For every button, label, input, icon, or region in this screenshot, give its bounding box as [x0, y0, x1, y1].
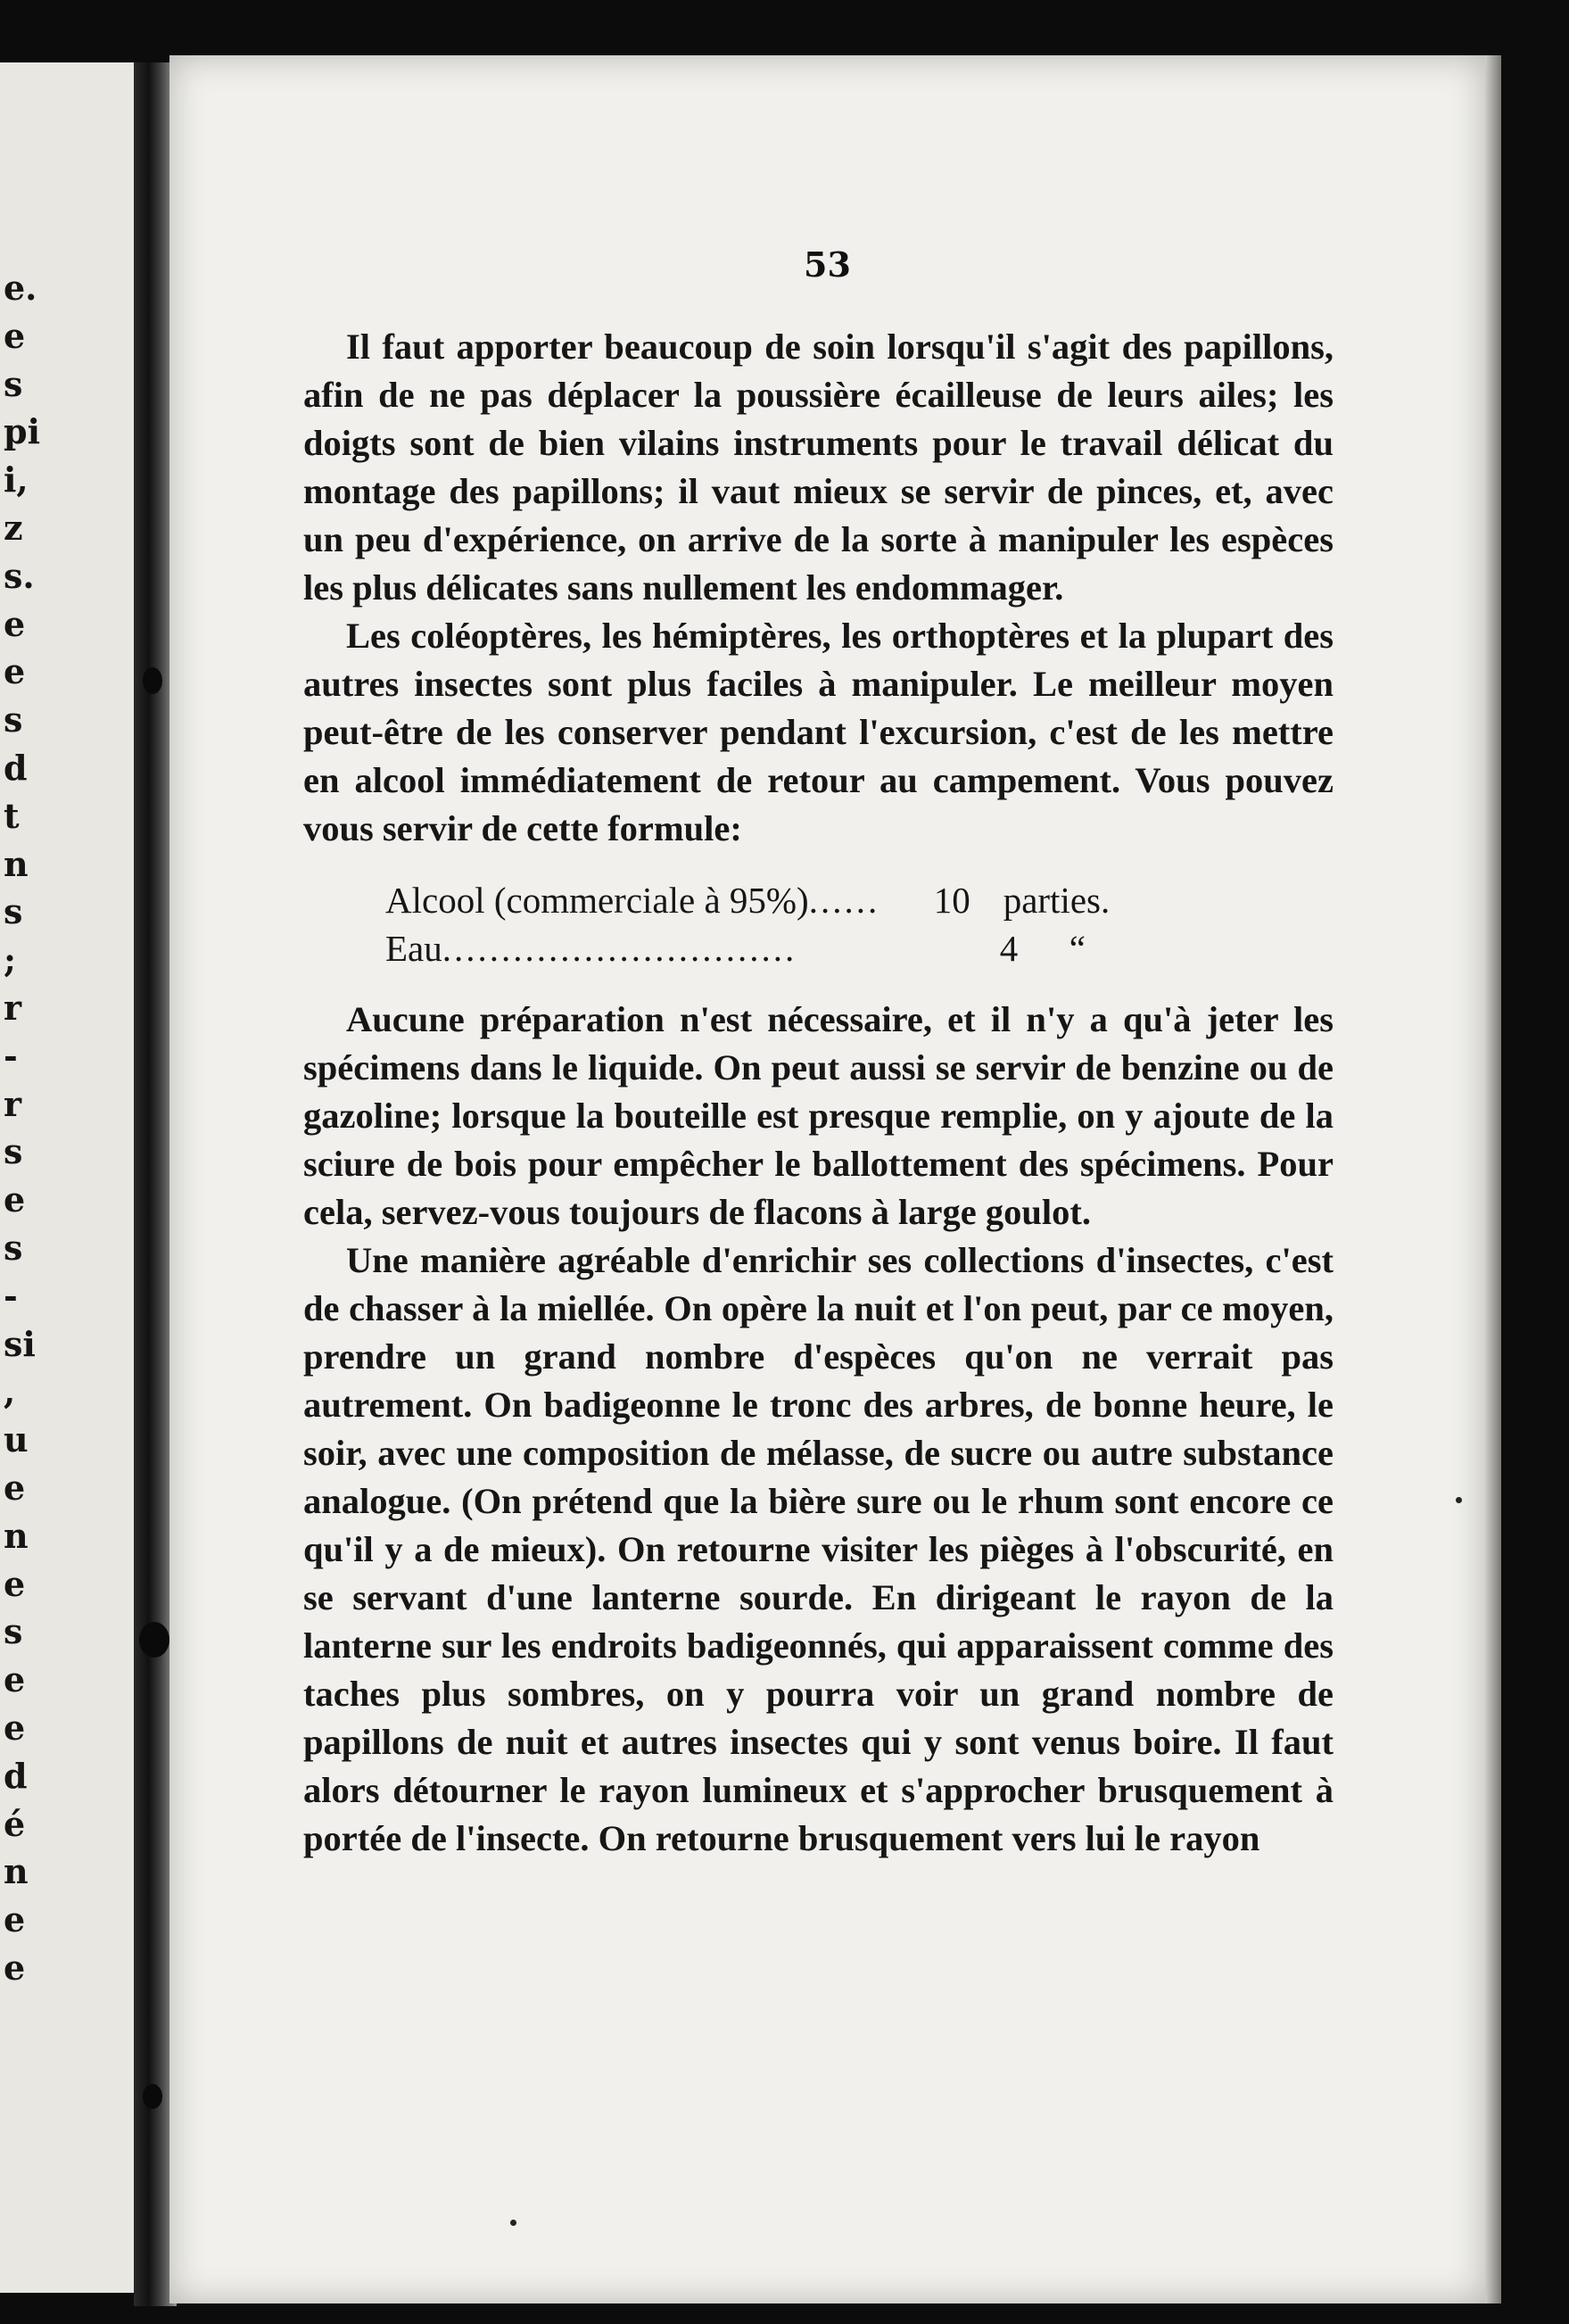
formula-unit: “	[1069, 928, 1086, 969]
margin-letter: n	[4, 1851, 29, 1892]
facing-page-edge	[0, 62, 147, 2293]
margin-letter: e	[4, 651, 26, 692]
binding-hole-middle	[139, 1622, 169, 1658]
formula-row-eau	[385, 924, 1334, 972]
margin-letter: e	[4, 1659, 26, 1700]
margin-letter: n	[4, 1515, 29, 1556]
margin-letter: -	[4, 1275, 18, 1316]
page-body	[303, 323, 1334, 1863]
page-number: 53	[804, 244, 851, 285]
margin-letter: n	[4, 843, 29, 884]
margin-letter: d	[4, 1755, 28, 1796]
margin-letter: e	[4, 1899, 26, 1940]
paragraph-2: Les coléoptères, les hémiptères, les orthoptères et la plupart des autres insectes sont plus faciles à manipuler. Le meilleur moyen peut-être de les conserver pendant l'excursion, c'est de les mettre en alcool immédiatement de retour au campement. Vous pouvez vous servir de cette formule:	[303, 616, 1334, 848]
margin-letter: ;	[4, 939, 17, 980]
leader-dots: ..............................	[442, 928, 797, 969]
margin-letter: z	[4, 507, 23, 548]
margin-letter: i,	[4, 459, 29, 500]
binding-hole-top	[143, 667, 162, 694]
margin-letter: e	[4, 1467, 26, 1508]
formula-quantity: 10	[933, 880, 970, 921]
margin-letter: e	[4, 1563, 26, 1604]
margin-letter: s	[4, 1131, 23, 1172]
margin-letter: s	[4, 363, 23, 404]
margin-letter: e	[4, 603, 26, 644]
page-right-edge	[1485, 55, 1501, 2303]
formula-label: Alcool (commerciale à 95%)	[385, 880, 809, 921]
margin-letter: u	[4, 1419, 29, 1460]
margin-letter: t	[4, 795, 20, 836]
margin-letter: e	[4, 1707, 26, 1748]
margin-letter: s	[4, 1611, 23, 1652]
margin-letter: d	[4, 747, 28, 788]
margin-letter: e.	[4, 268, 37, 308]
facing-page-margin-letters	[4, 264, 41, 1992]
margin-letter: e	[4, 1179, 26, 1220]
margin-letter: é	[4, 1803, 26, 1844]
margin-letter: r	[4, 1083, 22, 1124]
margin-letter: s	[4, 891, 23, 932]
margin-letter: e	[4, 315, 26, 356]
paragraph-1: Il faut apporter beaucoup de soin lorsqu'il s'agit des papillons, afin de ne pas déplacer la poussière écailleuse de leurs ailes; les doigts sont de bien vilains instruments pour le travail délicat du montage des papillons; il vaut mieux se servir de pinces, et, avec un peu d'expérience, on arrive de la sorte à manipuler les espèces les plus délicates sans nullement les endommager.	[303, 327, 1334, 608]
binding-hole-bottom	[143, 2084, 162, 2109]
margin-letter: s	[4, 1227, 23, 1268]
formula-label: Eau	[385, 928, 442, 969]
formula-quantity: 4	[999, 928, 1019, 969]
margin-letter: s.	[4, 555, 35, 596]
formula-unit: parties.	[1003, 880, 1111, 921]
margin-letter: s	[4, 699, 23, 740]
margin-letter: pi	[4, 411, 41, 452]
leader-dots: ......	[808, 880, 880, 921]
speck-mark	[510, 2220, 516, 2226]
margin-letter: e	[4, 1947, 26, 1988]
paragraph-4: Une manière agréable d'enrichir ses collections d'insectes, c'est de chasser à la miellée. On opère la nuit et l'on peut, par ce moyen, prendre un grand nombre d'espèces qu'on ne verrait pas autrement. On badigeonne le tronc des arbres, de bonne heure, le soir, avec une composition de mélasse, de sucre ou autre substance analogue. (On prétend que la bière sure ou le rhum sont encore ce qu'il y a de mieux). On retourne visiter les pièges à l'obscurité, en se servant d'une lanterne sourde. En dirigeant le rayon de la lanterne sur les endroits badigeonnés, qui apparaissent comme des taches plus sombres, on y pourra voir un grand nombre de papillons de nuit et autres insectes qui y sont venus boire. Il faut alors détourner le rayon lumineux et s'approcher brusquement à portée de l'insecte. On retourne brusquement vers lui le rayon	[303, 1240, 1334, 1858]
paragraph-3: Aucune préparation n'est nécessaire, et il n'y a qu'à jeter les spécimens dans le liquide. On peut aussi se servir de benzine ou de gazoline; lorsque la bouteille est presque remplie, on y ajoute de la sciure de bois pour empêcher le ballottement des spécimens. Pour cela, servez-vous toujours de flacons à large goulot.	[303, 999, 1334, 1232]
formula-row-alcool	[385, 876, 1334, 924]
alcohol-formula	[385, 876, 1334, 972]
speck-mark	[1456, 1497, 1462, 1503]
margin-letter: ,	[4, 1371, 16, 1412]
margin-letter: -	[4, 1035, 18, 1076]
book-page	[169, 55, 1485, 2303]
margin-letter: si	[4, 1323, 36, 1364]
margin-letter: r	[4, 987, 22, 1028]
